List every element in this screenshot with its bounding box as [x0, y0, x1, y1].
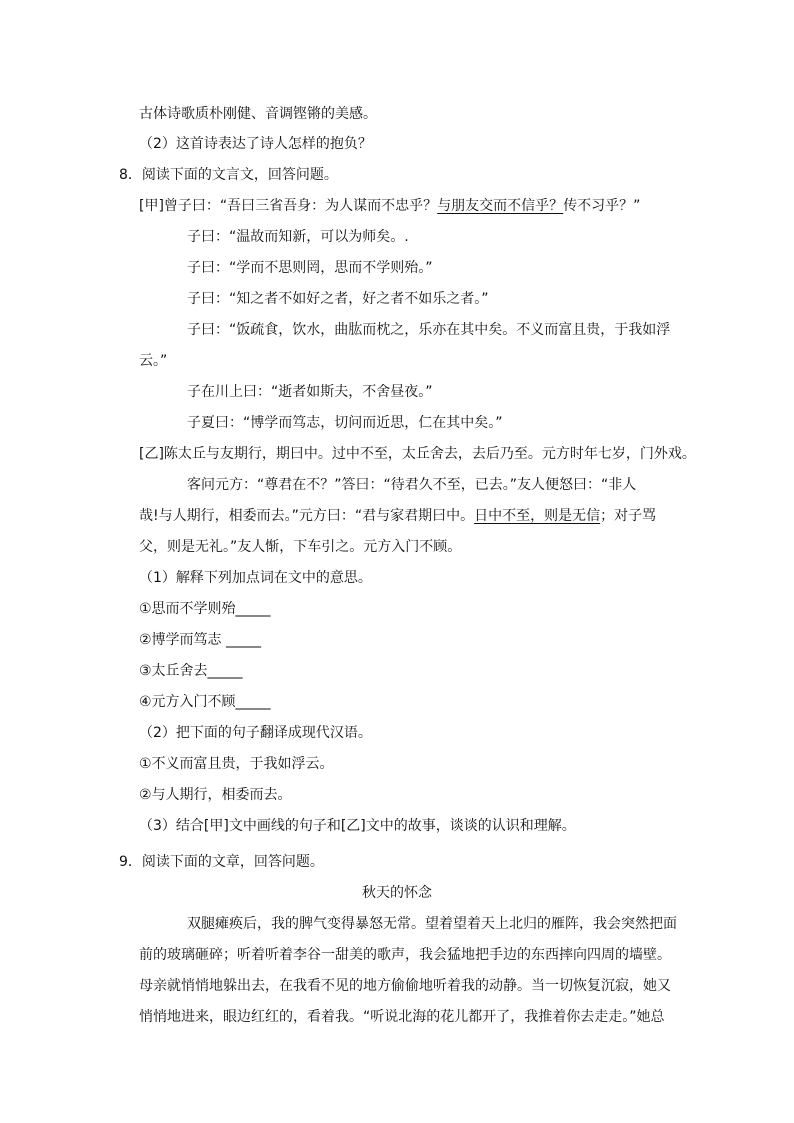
q7-subquestion-2: （2）这首诗表达了诗人怎样的抱负？ — [139, 136, 372, 152]
analects-line-4: 子曰：“饭疏食，饮水，曲肱而枕之，乐亦在其中矣。不义而富且贵，于我如浮 — [187, 322, 671, 338]
article-paragraph-line-4: 悄悄地进来，眼边红红的，看着我。“听说北海的花儿都开了，我推着你去走走。”她总 — [139, 1009, 665, 1025]
yi-line-3-end: ；对子骂 — [600, 508, 657, 524]
word-item-3: ③太丘舍去_____ — [139, 663, 243, 679]
yi-passage-line-1: [乙]陈太丘与友期行，期曰中。过中不至，太丘舍去，去后乃至。元方时年七岁，门外戏。 — [139, 446, 696, 462]
yi-passage-line-4: 父，则是无礼。”友人惭，下车引之。元方入门不顾。 — [139, 539, 462, 555]
q9-heading: 9．阅读下面的文章，回答问题。 — [119, 854, 324, 870]
jia-zengzi-start: [甲]曾子曰：“吾曰三省吾身：为人谋而不忠乎？ — [139, 198, 438, 214]
word-item-1: ①思而不学则殆_____ — [139, 601, 271, 617]
jia-zengzi-line — [139, 196, 640, 216]
article-paragraph-line-2: 前的玻璃砸碎；听着听着李谷一甜美的歌声，我会猛地把手边的东西摔向四周的墙壁。 — [139, 947, 671, 963]
word-item-2: ②博学而笃志 _____ — [139, 632, 262, 648]
article-paragraph-line-3: 母亲就悄悄地躲出去，在我看不见的地方偷偷地听着我的动静。当一切恢复沉寂，她又 — [139, 978, 671, 994]
q7-answer-tail: 古体诗歌质朴刚健、音调铿锵的美感。 — [139, 106, 377, 122]
article-paragraph-line-1: 双腿瘫痪后，我的脾气变得暴怒无常。望着望着天上北归的雁阵，我会突然把面 — [187, 916, 677, 932]
jia-zengzi-end: 传不习乎？” — [563, 198, 641, 214]
analects-line-6: 子夏曰：“博学而笃志，切问而近思，仁在其中矣。” — [187, 415, 503, 431]
q8-subquestion-2: （2）把下面的句子翻译成现代汉语。 — [139, 725, 372, 741]
analects-line-2: 子曰：“学而不思则罔，思而不学则殆。” — [187, 260, 433, 276]
yi-passage-line-2: 客问元方：“尊君在不？”答曰：“待君久不至，已去。”友人便怒曰：“非人 — [187, 477, 637, 493]
translate-item-1: ①不义而富且贵，于我如浮云。 — [139, 756, 334, 772]
analects-line-1: 子曰：“温故而知新，可以为师矣。. — [187, 229, 409, 245]
jia-underlined-sentence: 与朋友交而不信乎？ — [437, 198, 564, 214]
analects-line-4-cont: 云。” — [139, 353, 168, 369]
q8-subquestion-3: （3）结合[甲]文中画线的句子和[乙]文中的故事，谈谈的认识和理解。 — [139, 818, 576, 834]
yi-line-3-start: 哉!与人期行，相委而去。”元方曰：“君与家君期曰中。 — [139, 508, 475, 524]
yi-underlined-sentence: 日中不至，则是无信 — [474, 508, 601, 524]
article-title: 秋天的怀念 — [362, 885, 432, 901]
translate-item-2: ②与人期行，相委而去。 — [139, 787, 292, 803]
q8-subquestion-1: （1）解释下列加点词在文中的意思。 — [139, 570, 372, 586]
analects-line-5: 子在川上曰：“逝者如斯夫，不舍昼夜。” — [187, 384, 433, 400]
word-item-4: ④元方入门不顾_____ — [139, 694, 271, 710]
analects-line-3: 子曰：“知之者不如好之者，好之者不如乐之者。” — [187, 291, 489, 307]
yi-passage-line-3 — [139, 506, 656, 526]
q8-heading: 8．阅读下面的文言文，回答问题。 — [119, 167, 338, 183]
